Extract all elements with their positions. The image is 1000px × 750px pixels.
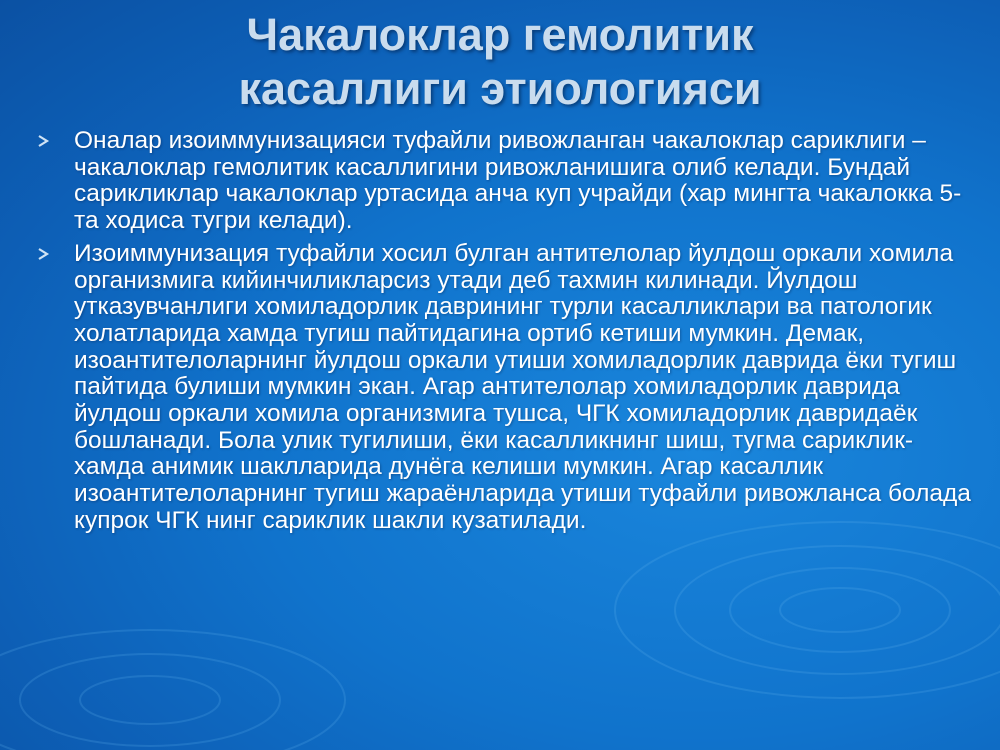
slide-title-line-2: касаллиги этиологияси [238,63,762,114]
bullet-item-2 [34,241,974,535]
bullet-item-1 [34,128,974,235]
bullet-list [34,128,974,541]
bullet-text-1: Оналар изоиммунизацияси туфайли ривожланган чакалоклар сариклиги – чакалоклар гемолитик касаллигини ривожланишига олиб келади. Бундай сарикликлар чакалоклар уртасида анча куп учрайди (хар мингта чакалокка 5-та ходиса тугри келади). [74,127,962,235]
bullet-text-2: Изоиммунизация туфайли хосил булган антителолар йулдош оркали хомила организмига кийинчиликларсиз утади деб тахмин килинади. Йулдош утказувчанлиги хомиладорлик даврининг турли касалликлари ва патологик холатларида хамда тугиш пайтидагина ортиб кетиши мумкин. Демак, изоантителоларнинг йулдош оркали утиши хомиладорлик даврида ёки тугиш пайтида булиши мумкин экан. Агар антителолар хомиладорлик даврида йулдош оркали хомила организмига тушса, ЧГК хомиладорлик давридаёк бошланади. Бола улик тугилиши, ёки касалликнинг шиш, тугма сариклик-хамда анимик шаклларида дунёга келиши мумкин. Агар касаллик изоантителоларнинг тугиш жараёнларида утиши туфайли ривожланса болада купрок ЧГК нинг сариклик шакли кузатилади. [74,239,971,534]
arrow-bullet-icon [36,247,50,261]
arrow-bullet-icon [36,134,50,148]
slide-title [0,8,1000,116]
slide-title-line-1: Чакалоклар гемолитик [246,9,754,60]
